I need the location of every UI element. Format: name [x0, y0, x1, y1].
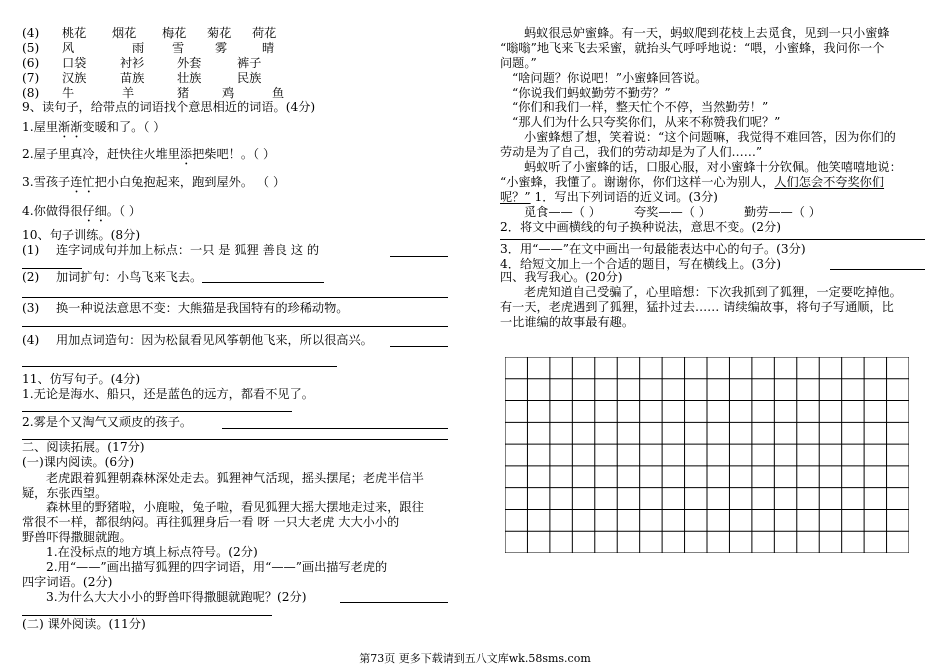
answer-line[interactable] — [22, 366, 337, 367]
page-footer: 第73页 更多下载请到五八文库wk.58sms.com — [359, 652, 591, 665]
passage-question: 四字词语。(2分) — [22, 575, 113, 589]
q10-item: (4) 用加点词造句：因为松鼠看见风筝朝他飞来，所以很高兴。 — [22, 333, 373, 347]
story-line: “那人们为什么只夸奖你们，从来不称赞我们呢？” — [512, 115, 781, 129]
story-line: “你说我们蚂蚁勤劳不勤劳？” — [512, 86, 671, 100]
group-word: 鸡 — [222, 86, 235, 100]
q9-item: 2.屋子里真冷，赶快往火堆里添把柴吧！。（ ） — [22, 147, 276, 161]
writing-prompt-line: 一比谁编的故事最有趣。 — [500, 315, 635, 329]
group-word: 牛 — [62, 86, 75, 100]
section4-title: 四、我写我心。(20分) — [500, 270, 623, 284]
question-3: 3．用“——”在文中画出一句最能表达中心的句子。(3分) — [500, 242, 806, 256]
word-group-line — [22, 26, 277, 41]
word-group-line — [22, 71, 262, 86]
story-line: 呢？” 1．写出下列词语的近义词。(3分) — [500, 190, 718, 204]
story-line: 小蜜蜂想了想，笑着说：“这个问题嘛，我觉得不难回答，因为你们的 — [524, 130, 896, 144]
story-line: “啥问题？你说吧！”小蜜蜂回答说。 — [512, 71, 708, 85]
word-group-line — [22, 56, 262, 71]
answer-line[interactable] — [22, 615, 272, 616]
dotted-word: 添 — [179, 147, 193, 161]
answer-line[interactable] — [22, 326, 448, 327]
group-word: 菊花 — [207, 26, 232, 40]
q10-item: (1) 连字词成句并加上标点：一只 是 狐狸 善良 这 的 — [22, 243, 320, 257]
passage-line: 疑，东张西望。 — [22, 486, 108, 500]
group-word: 晴 — [262, 41, 275, 55]
group-word: 衬衫 — [120, 56, 145, 70]
question-2: 2．将文中画横线的句子换种说法，意思不变。(2分) — [500, 220, 781, 234]
group-number: (4) — [22, 26, 40, 40]
q10-title: 10、句子训练。(8分) — [22, 228, 141, 242]
group-word: 鱼 — [272, 86, 285, 100]
passage-line: 老虎跟着狐狸朝森林深处走去。狐狸神气活现，摇头摆尾；老虎半信半 — [46, 471, 424, 485]
group-word: 裤子 — [237, 56, 262, 70]
q11-item: 2.雾是个又淘气又顽皮的孩子。 — [22, 415, 193, 429]
section2-subtitle: (一)课内阅读。(6分) — [22, 455, 135, 469]
q9-item: 1.屋里渐渐变暖和了。（ ） — [22, 120, 166, 134]
q10-item: (2) 加词扩句：小鸟飞来飞去。 — [22, 270, 203, 284]
answer-line[interactable] — [340, 602, 448, 603]
group-number: (7) — [22, 71, 40, 85]
dotted-word: 渐渐 — [58, 120, 83, 134]
group-word: 桃花 — [62, 26, 87, 40]
dotted-word: 仔细 — [82, 204, 107, 218]
group-word: 雾 — [215, 41, 228, 55]
group-word: 苗族 — [120, 71, 145, 85]
passage-question: 3.为什么大大小小的野兽吓得撒腿就跑呢？(2分) — [46, 590, 307, 604]
group-word: 荷花 — [252, 26, 277, 40]
answer-line[interactable] — [22, 268, 82, 269]
group-word: 猪 — [177, 86, 190, 100]
answer-line[interactable] — [202, 282, 324, 283]
answer-line[interactable] — [222, 428, 448, 429]
passage-question: 1.在没标点的地方填上标点符号。(2分) — [46, 545, 258, 559]
group-number: (8) — [22, 86, 40, 100]
q9-title: 9、读句子，给带点的词语找个意思相近的词语。(4分) — [22, 100, 316, 114]
dotted-word: 连忙 — [70, 175, 95, 189]
story-line: 蚂蚁很忌妒蜜蜂。有一天，蚂蚁爬到花枝上去觅食，见到一只小蜜蜂 — [524, 26, 890, 40]
answer-line[interactable] — [22, 411, 292, 412]
word-group-line — [22, 86, 285, 101]
answer-line[interactable] — [22, 297, 448, 298]
group-word: 烟花 — [112, 26, 137, 40]
q9-item: 3.雪孩子连忙把小白兔抱起来，跑到屋外。 （ ） — [22, 175, 286, 189]
story-line: 劳动是为了自己，我们的劳动却是为了人们……” — [500, 145, 763, 159]
answer-line[interactable] — [390, 346, 448, 347]
group-word: 梅花 — [162, 26, 187, 40]
passage-question: 2.用“——”画出描写狐狸的四字词语，用“——”画出描写老虎的 — [46, 560, 388, 574]
passage-line: 野兽吓得撒腿就跑。 — [22, 530, 132, 544]
section2-title: 二、阅读拓展。(17分) — [22, 440, 145, 454]
q10-item: (3) 换一种说法意思不变：大熊猫是我国特有的珍稀动物。 — [22, 301, 349, 315]
answer-line[interactable] — [830, 269, 925, 270]
group-word: 外套 — [177, 56, 202, 70]
section2-subtitle: (二) 课外阅读。(11分) — [22, 617, 146, 631]
story-line: 蚂蚁听了小蜜蜂的话，口服心服，对小蜜蜂十分钦佩。他笑嘻嘻地说： — [524, 160, 902, 174]
story-line: “嗡嗡”地飞来飞去采蜜，就抬头气呼呼地说：“喂，小蜜蜂，我问你一个 — [500, 41, 885, 55]
story-line: “小蜜蜂，我懂了。谢谢你，你们这样一心为别人，人们怎会不夸奖你们 — [500, 175, 885, 189]
group-word: 民族 — [237, 71, 262, 85]
q11-title: 11、仿写句子。(4分) — [22, 372, 141, 386]
group-word: 雨 — [132, 41, 145, 55]
group-word: 羊 — [122, 86, 135, 100]
q11-item: 1.无论是海水、船只，还是蓝色的远方，都看不见了。 — [22, 387, 314, 401]
group-number: (6) — [22, 56, 40, 70]
underlined-sentence: 呢？” — [500, 190, 531, 204]
group-word: 雪 — [172, 41, 185, 55]
group-word: 汉族 — [62, 71, 87, 85]
group-number: (5) — [22, 41, 40, 55]
group-word: 口袋 — [62, 56, 87, 70]
q9-item: 4.你做得很仔细。（ ） — [22, 204, 142, 218]
story-line: 问题。” — [500, 56, 537, 70]
story-line: “你们和我们一样，整天忙个不停，当然勤劳！” — [512, 100, 769, 114]
writing-prompt-line: 有一天，老虎遇到了狐狸，猛扑过去…… 请续编故事，将句子写通顺，比 — [500, 300, 894, 314]
synonym-line: 觅食——（ ） 夸奖——（ ） 勤劳——（ ） — [524, 205, 821, 219]
passage-line: 常很不一样，都很纳闷。再往狐狸身后一看 呀 一只大老虎 大大小小的 — [22, 515, 400, 529]
writing-grid[interactable] — [505, 357, 909, 553]
passage-line: 森林里的野猪啦，小鹿啦，兔子啦，看见狐狸大摇大摆地走过来，跟往 — [46, 500, 424, 514]
underlined-sentence: 人们怎会不夸奖你们 — [774, 175, 885, 189]
question-4: 4．给短文加上一个合适的题目，写在横线上。(3分) — [500, 257, 781, 271]
answer-line[interactable] — [500, 239, 925, 240]
word-group-line — [22, 41, 275, 56]
answer-line[interactable] — [390, 256, 448, 257]
writing-prompt-line: 老虎知道自己受骗了，心里暗想：下次我抓到了狐狸，一定要吃掉他。 — [524, 285, 902, 299]
group-word: 壮族 — [177, 71, 202, 85]
group-word: 风 — [62, 41, 75, 55]
